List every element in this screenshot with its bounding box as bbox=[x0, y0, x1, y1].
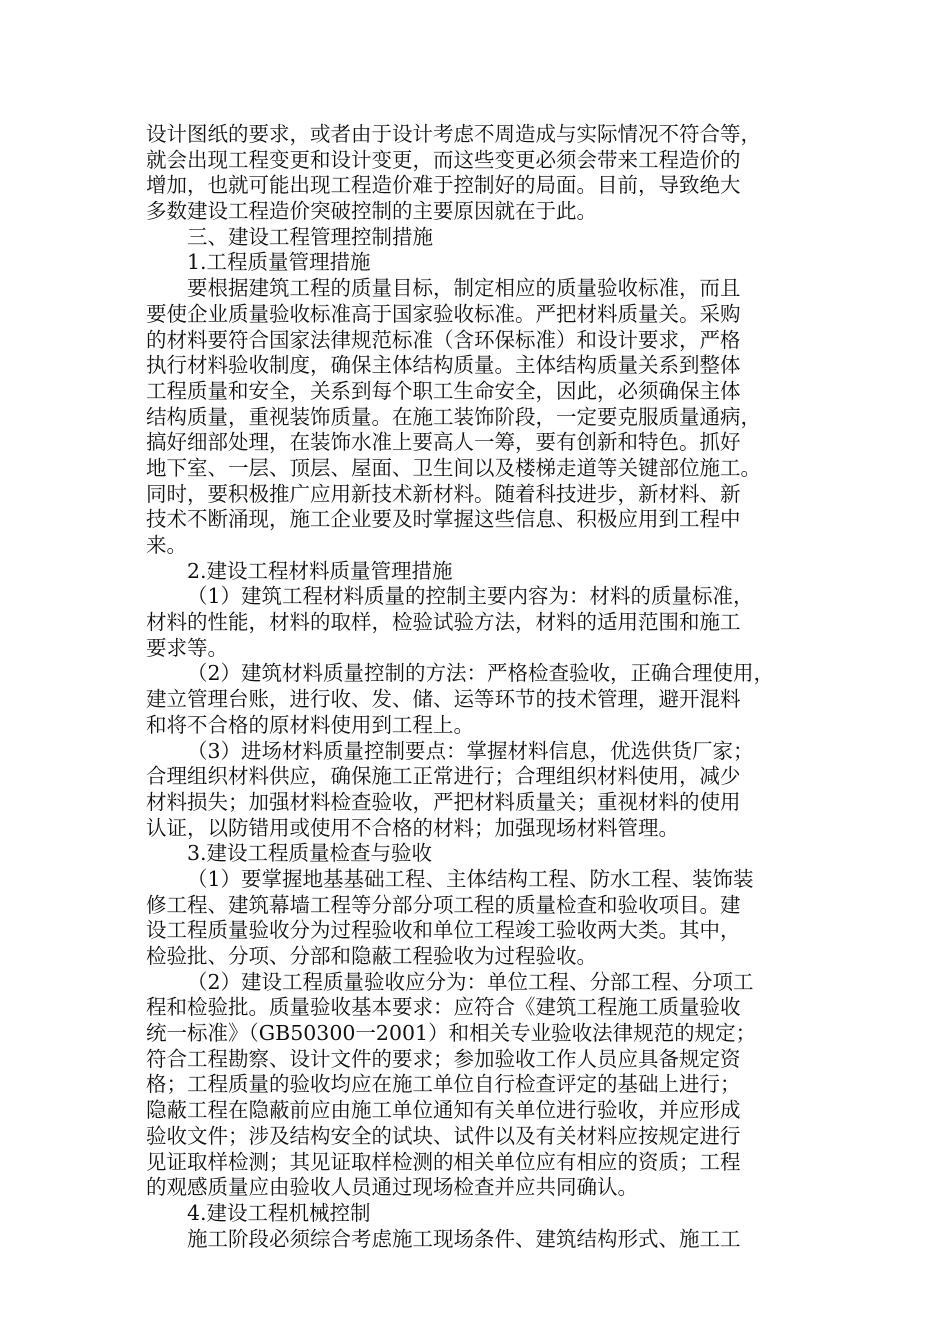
text-line: 材料损失；加强材料检查验收，严把材料质量关；重视材料的使用 bbox=[146, 789, 741, 814]
text-line: 技术不断涌现，施工企业要及时掌握这些信息、积极应用到工程中 bbox=[146, 507, 741, 532]
text-line: 要求等。 bbox=[146, 635, 228, 660]
text-line: 统一标准》（GB50300一2001）和相关专业验收法律规范的规定； bbox=[146, 1021, 757, 1046]
document-text bbox=[146, 122, 818, 1252]
text-line: 建立管理台账，进行收、发、储、运等环节的技术管理，避开混料 bbox=[146, 687, 741, 712]
text-line: 材料的性能，材料的取样，检验试验方法，材料的适用范围和施工 bbox=[146, 610, 741, 635]
text-line: 施工阶段必须综合考虑施工现场条件、建筑结构形式、施工工 bbox=[187, 1226, 741, 1251]
text-line: （1）要掌握地基基础工程、主体结构工程、防水工程、装饰装 bbox=[187, 866, 754, 891]
text-line: 的观感质量应由验收人员通过现场检查并应共同确认。 bbox=[146, 1175, 638, 1200]
text-line: 设计图纸的要求，或者由于设计考虑不周造成与实际情况不符合等， bbox=[146, 122, 761, 146]
text-line: 搞好细部处理，在装饰水准上要高人一筹，要有创新和特色。抓好 bbox=[146, 430, 741, 455]
text-line: 见证取样检测；其见证取样检测的相关单位应有相应的资质；工程 bbox=[146, 1149, 741, 1174]
text-line: 程和检验批。质量验收基本要求：应符合《建筑工程施工质量验收 bbox=[146, 995, 741, 1020]
text-line: 隐蔽工程在隐蔽前应由施工单位通知有关单位进行验收，并应形成 bbox=[146, 1098, 741, 1123]
text-line: 检验批、分项、分部和隐蔽工程验收为过程验收。 bbox=[146, 944, 597, 968]
text-line: 三、建设工程管理控制措施 bbox=[187, 224, 433, 249]
document-body bbox=[146, 122, 818, 1252]
text-line: 增加，也就可能出现工程造价难于控制好的局面。目前，导致绝大 bbox=[146, 173, 741, 198]
text-line: （1）建筑工程材料质量的控制主要内容为：材料的质量标准， bbox=[187, 584, 754, 609]
text-line: 要根据建筑工程的质量目标，制定相应的质量验收标准，而且 bbox=[187, 276, 741, 301]
text-line: 和将不合格的原材料使用到工程上。 bbox=[146, 712, 474, 737]
text-line: （3）进场材料质量控制要点：掌握材料信息，优选供货厂家； bbox=[187, 738, 754, 763]
text-line: 多数建设工程造价突破控制的主要原因就在于此。 bbox=[146, 199, 597, 224]
text-line: 结构质量，重视装饰质量。在施工装饰阶段，一定要克服质量通病， bbox=[146, 404, 761, 429]
text-line: 工程质量和安全，关系到每个职工生命安全，因此，必须确保主体 bbox=[146, 378, 741, 403]
text-line: 验收文件；涉及结构安全的试块、试件以及有关材料应按规定进行 bbox=[146, 1123, 741, 1148]
text-line: 格；工程质量的验收均应在施工单位自行检查评定的基础上进行； bbox=[146, 1072, 741, 1097]
text-line: 地下室、一层、顶层、屋面、卫生间以及楼梯走道等关键部位施工。 bbox=[146, 455, 761, 480]
text-line: 合理组织材料供应，确保施工正常进行；合理组织材料使用，减少 bbox=[146, 764, 741, 789]
text-line: 1.工程质量管理措施 bbox=[187, 250, 371, 275]
text-line: 符合工程勘察、设计文件的要求；参加验收工作人员应具备规定资 bbox=[146, 1046, 741, 1071]
text-line: （2）建筑材料质量控制的方法：严格检查验收，正确合理使用， bbox=[187, 661, 775, 686]
text-line: 设工程质量验收分为过程验收和单位工程竣工验收两大类。其中， bbox=[146, 918, 741, 943]
text-line: 3.建设工程质量检查与验收 bbox=[187, 841, 433, 866]
text-line: （2）建设工程质量验收应分为：单位工程、分部工程、分项工 bbox=[187, 969, 754, 994]
text-line: 同时，要积极推广应用新技术新材料。随着科技进步，新材料、新 bbox=[146, 481, 741, 506]
text-line: 认证，以防错用或使用不合格的材料；加强现场材料管理。 bbox=[146, 815, 679, 840]
text-line: 就会出现工程变更和设计变更，而这些变更必须会带来工程造价的 bbox=[146, 147, 741, 172]
text-line: 要使企业质量验收标准高于国家验收标准。严把材料质量关。采购 bbox=[146, 301, 741, 326]
text-line: 4.建设工程机械控制 bbox=[187, 1200, 371, 1225]
text-line: 2.建设工程材料质量管理措施 bbox=[187, 558, 453, 583]
text-line: 执行材料验收制度，确保主体结构质量。主体结构质量关系到整体 bbox=[146, 353, 741, 378]
text-line: 来。 bbox=[146, 533, 187, 557]
text-line: 的材料要符合国家法律规范标准（含环保标准）和设计要求，严格 bbox=[146, 327, 741, 352]
text-line: 修工程、建筑幕墙工程等分部分项工程的质量检查和验收项目。建 bbox=[146, 892, 741, 917]
